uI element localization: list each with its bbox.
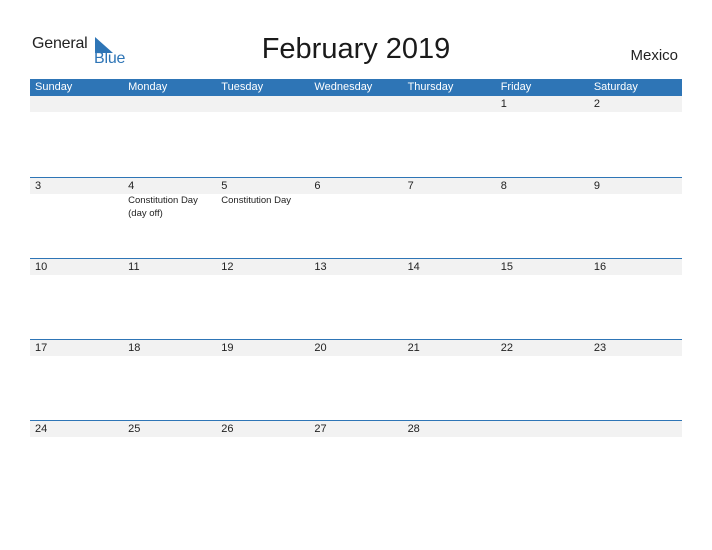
day-number: 20 (314, 342, 327, 354)
day-cell (496, 178, 589, 258)
day-cell (309, 259, 402, 339)
day-cell (309, 96, 402, 177)
day-cell (309, 421, 402, 501)
holiday-label: Constitution Day (221, 195, 291, 206)
calendar-week-row (30, 258, 682, 339)
day-number: 3 (35, 180, 42, 192)
day-number: 16 (593, 261, 607, 273)
calendar-week-row (30, 177, 682, 258)
weekday-header-sunday: Sunday (35, 81, 73, 93)
calendar-week-row (30, 96, 682, 177)
day-number: 14 (407, 261, 420, 273)
day-number (128, 96, 216, 112)
calendar-title: February 2019 (261, 33, 451, 65)
day-cell (30, 421, 123, 501)
logo-text-general: General (32, 35, 88, 52)
weekday-header-saturday: Saturday (593, 81, 638, 93)
day-cell (123, 340, 216, 420)
day-cell (30, 96, 123, 177)
day-number (408, 96, 496, 112)
day-number (594, 421, 682, 437)
day-number (221, 96, 309, 112)
day-number (314, 96, 402, 112)
day-cell (123, 421, 216, 501)
day-number: 19 (221, 342, 234, 354)
day-number: 5 (221, 180, 228, 192)
day-number: 15 (500, 261, 513, 273)
day-cell (403, 259, 496, 339)
day-number: 23 (593, 342, 607, 354)
day-cell (216, 178, 309, 258)
day-cell (309, 178, 402, 258)
day-number: 6 (314, 180, 321, 192)
weekday-header-friday: Friday (500, 81, 532, 93)
day-number: 22 (500, 342, 513, 354)
day-cell (403, 178, 496, 258)
day-cell (496, 340, 589, 420)
day-cell (403, 421, 496, 501)
weekday-header-thursday: Thursday (407, 81, 454, 93)
day-number: 18 (128, 342, 141, 354)
weekday-header-wednesday: Wednesday (314, 81, 373, 93)
day-cell (30, 178, 123, 258)
day-cell (589, 340, 682, 420)
day-cell (216, 340, 309, 420)
day-cell (403, 340, 496, 420)
day-number: 11 (128, 261, 140, 273)
holiday-label: Constitution Day (day off) (128, 195, 198, 219)
day-number: 26 (221, 423, 234, 435)
day-cell (123, 259, 216, 339)
day-number (501, 421, 589, 437)
day-cell (216, 421, 309, 501)
day-number: 10 (35, 261, 48, 273)
day-cell (216, 259, 309, 339)
day-cell (403, 96, 496, 177)
day-number: 17 (35, 342, 48, 354)
day-cell (589, 259, 682, 339)
day-cell (123, 178, 216, 258)
day-number: 7 (407, 180, 414, 192)
day-number: 24 (35, 423, 48, 435)
day-cell (496, 259, 589, 339)
day-number: 13 (314, 261, 327, 273)
day-number: 25 (128, 423, 141, 435)
weekday-header-row (30, 79, 682, 96)
day-cell (496, 421, 589, 501)
calendar-week-row (30, 420, 682, 501)
country-label: Mexico (630, 47, 678, 64)
day-cell (589, 421, 682, 501)
weekday-header-tuesday: Tuesday (221, 81, 264, 93)
day-number: 9 (593, 180, 600, 192)
calendar-week-row (30, 339, 682, 420)
day-number (35, 96, 123, 112)
day-number: 12 (221, 261, 234, 273)
day-cell (30, 259, 123, 339)
day-cell (309, 340, 402, 420)
day-number: 2 (593, 98, 600, 110)
day-cell (589, 178, 682, 258)
day-cell (30, 340, 123, 420)
calendar-grid (30, 79, 682, 501)
day-cell (123, 96, 216, 177)
day-number: 1 (500, 98, 507, 110)
day-cell (216, 96, 309, 177)
weeks-container (30, 96, 682, 501)
logo-text-blue: Blue (94, 50, 126, 67)
weekday-header-monday: Monday (128, 81, 168, 93)
day-cell (496, 96, 589, 177)
day-number: 27 (314, 423, 327, 435)
day-cell (589, 96, 682, 177)
day-number: 4 (128, 180, 135, 192)
day-number: 28 (407, 423, 420, 435)
day-number: 21 (407, 342, 420, 354)
day-number: 8 (500, 180, 507, 192)
